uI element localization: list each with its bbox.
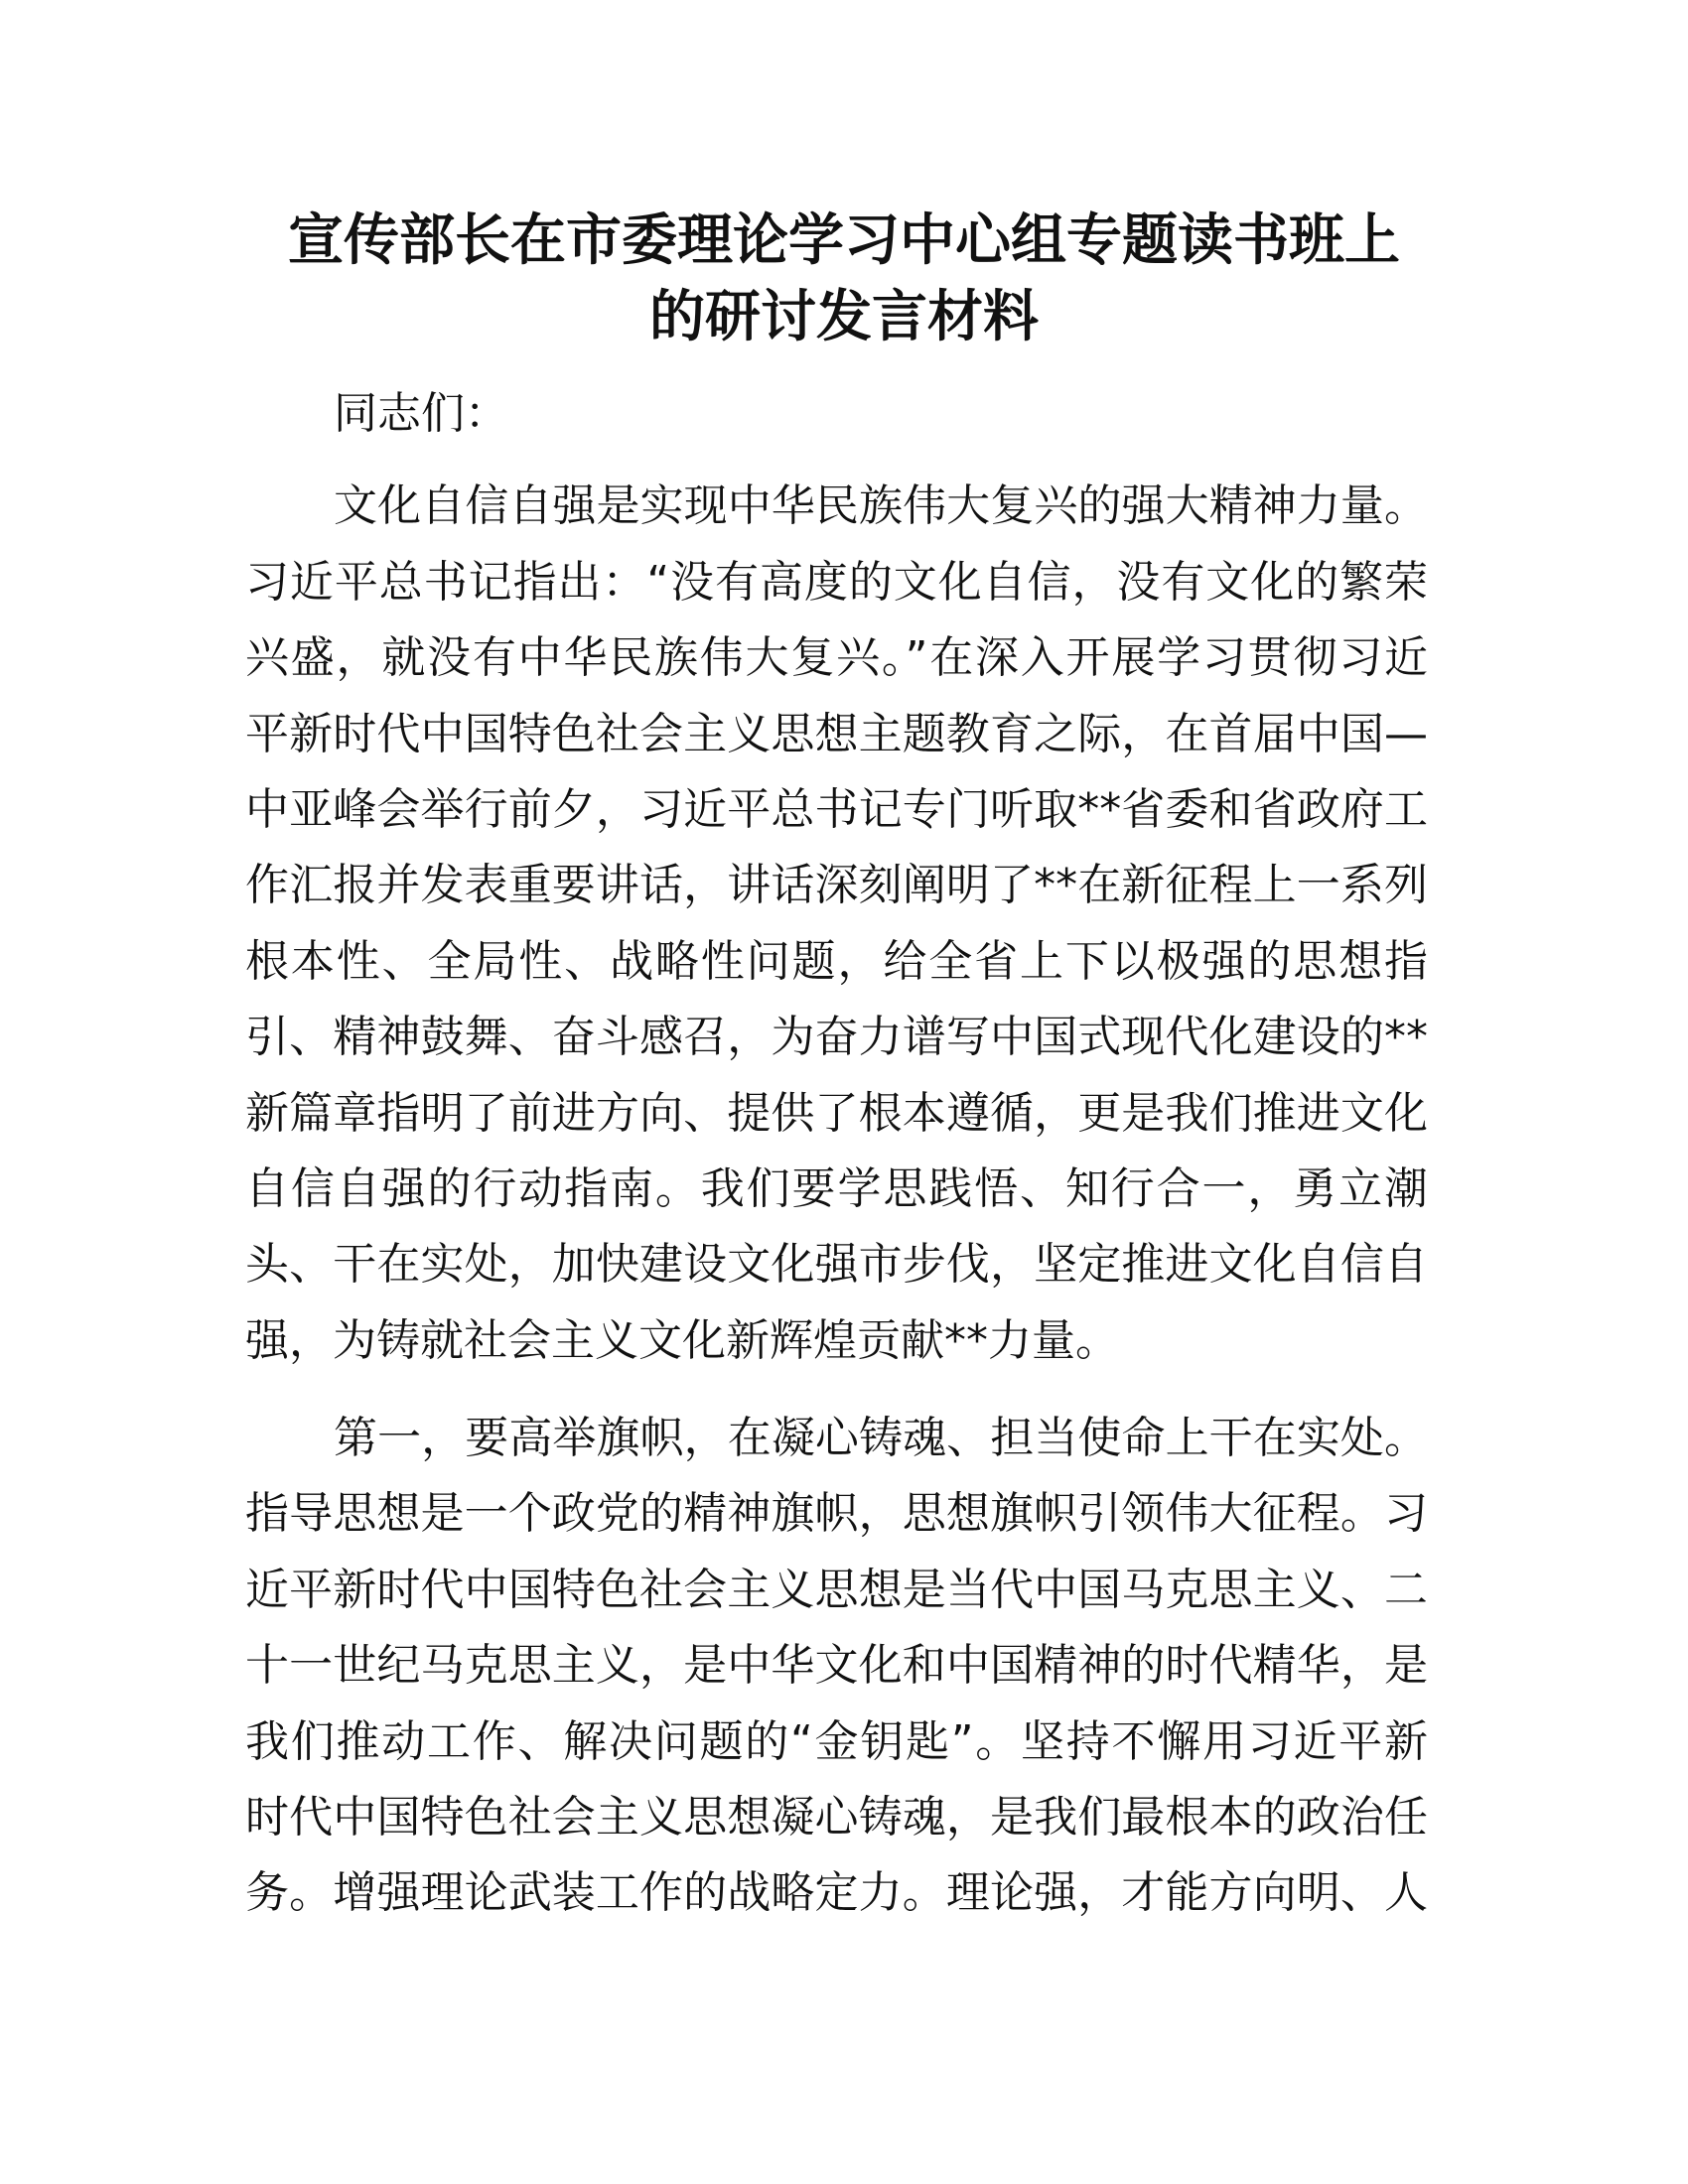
text-line: 中亚峰会举行前夕，习近平总书记专门听取**省委和省政府工: [245, 783, 1428, 835]
text-line: 十一世纪马克思主义，是中华文化和中国精神的时代精华，是: [245, 1640, 1428, 1692]
text-line: 兴盛，就没有中华民族伟大复兴。”在深入开展学习贯彻习近: [245, 632, 1428, 684]
document-title-line-2: 的研讨发言材料: [649, 285, 1039, 349]
text-line: 自信自强的行动指南。我们要学思践悟、知行合一，勇立潮: [245, 1162, 1428, 1214]
text-line: 文化自信自强是实现中华民族伟大复兴的强大精神力量。: [334, 480, 1428, 532]
document-body: [245, 376, 1428, 1932]
paragraph-2: [245, 1401, 1428, 1932]
text-line: 作汇报并发表重要讲话，讲话深刻阐明了**在新征程上一系列: [245, 860, 1428, 911]
text-line: 新篇章指明了前进方向、提供了根本遵循，更是我们推进文化: [245, 1087, 1428, 1139]
text-line: 务。增强理论武装工作的战略定力。理论强，才能方向明、人: [245, 1867, 1428, 1919]
text-line: 平新时代中国特色社会主义思想主题教育之际，在首届中国—: [245, 708, 1428, 759]
text-line: 我们推动工作、解决问题的“金钥匙”。坚持不懈用习近平新: [245, 1715, 1428, 1767]
paragraph-1: [245, 469, 1428, 1379]
text-line: 引、精神鼓舞、奋斗感召，为奋力谱写中国式现代化建设的**: [245, 1012, 1428, 1063]
text-line: 指导思想是一个政党的精神旗帜，思想旗帜引领伟大征程。习: [245, 1488, 1428, 1540]
text-line: 近平新时代中国特色社会主义思想是当代中国马克思主义、二: [245, 1564, 1428, 1615]
text-line: 强，为铸就社会主义文化新辉煌贡献**力量。: [245, 1314, 1119, 1366]
text-line: 头、干在实处，加快建设文化强市步伐，坚定推进文化自信自: [245, 1239, 1428, 1291]
text-line: 第一，要高举旗帜，在凝心铸魂、担当使命上干在实处。: [334, 1413, 1428, 1464]
document-title-line-1: 宣传部长在市委理论学习中心组专题读书班上: [288, 208, 1400, 273]
text-line: 时代中国特色社会主义思想凝心铸魂，是我们最根本的政治任: [245, 1792, 1428, 1843]
greeting: 同志们：: [334, 388, 508, 439]
text-line: 根本性、全局性、战略性问题，给全省上下以极强的思想指: [245, 935, 1428, 987]
text-line: 习近平总书记指出：“没有高度的文化自信，没有文化的繁荣: [245, 556, 1428, 608]
